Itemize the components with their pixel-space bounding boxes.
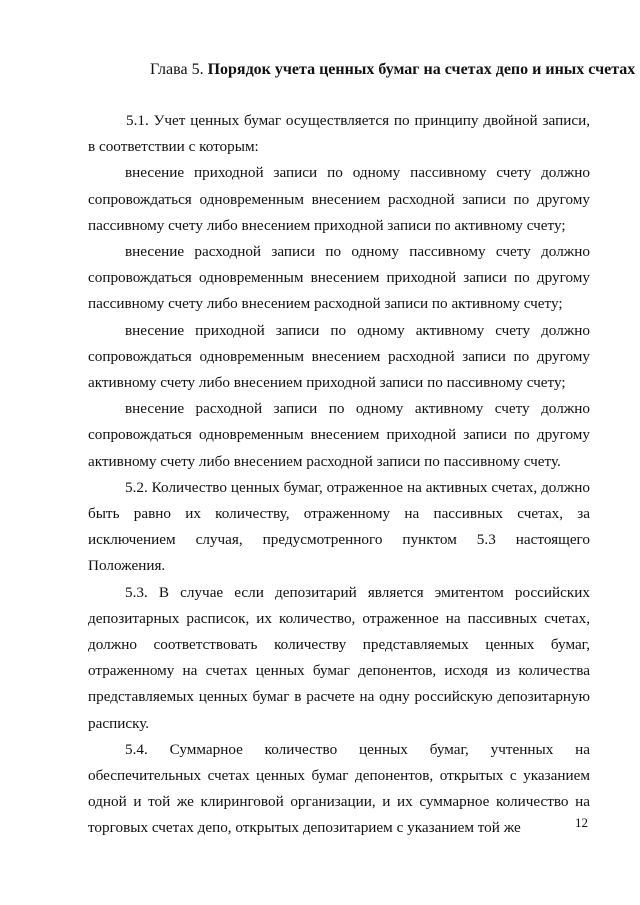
paragraph-5-4: 5.4. Суммарное количество ценных бумаг, учтенных на обеспечительных счетах ценных бумаг депонентов, открытых с указанием одной и той же клиринговой организации, и их суммарное количество на торговых счетах депо, открытых депозитарием с указанием той же — [88, 740, 590, 837]
paragraph-5-3: 5.3. В случае если депозитарий является эмитентом российских депозитарных расписок, их количество, отраженное на пассивных счетах, должно соответствовать количеству представляемых ценных бумаг, отраженному на счетах ценных бумаг депонентов, исходя из количества представляемых ценных бумаг в расчете на одну российскую депозитарную расписку. — [88, 583, 590, 732]
paragraph-5-2: 5.2. Количество ценных бумаг, отраженное на активных счетах, должно быть равно их количеству, отраженному на пассивных счетах, за исключением случая, предусмотренного пунктом 5.3 настоящего Положения. — [88, 478, 590, 575]
chapter-title: Порядок учета ценных бумаг на счетах депо и иных счетах — [207, 61, 636, 78]
paragraph-5-1-item-1: внесение приходной записи по одному пассивному счету должно сопровождаться одновременным внесением расходной записи по другому пассивному счету либо внесением приходной записи по активному счету; — [88, 164, 590, 234]
document-body — [88, 108, 590, 842]
paragraph-5-1: 5.1. Учет ценных бумаг осуществляется по принципу двойной записи, в соответствии с которым: — [88, 112, 590, 156]
paragraph-5-1-item-2: внесение расходной записи по одному пассивному счету должно сопровождаться одновременным внесением приходной записи по другому пассивному счету либо внесением расходной записи по активному счету; — [88, 243, 590, 313]
chapter-heading — [150, 59, 635, 81]
page-number: 12 — [575, 815, 588, 830]
paragraph-5-1-item-4: внесение расходной записи по одному активному счету должно сопровождаться одновременным внесением приходной записи по другому активному счету либо внесением расходной записи по пассивному счету. — [88, 400, 590, 470]
paragraph-5-1-item-3: внесение приходной записи по одному активному счету должно сопровождаться одновременным внесением расходной записи по другому активному счету либо внесением приходной записи по пассивному счету; — [88, 321, 590, 392]
chapter-number: Глава 5. — [150, 61, 208, 78]
